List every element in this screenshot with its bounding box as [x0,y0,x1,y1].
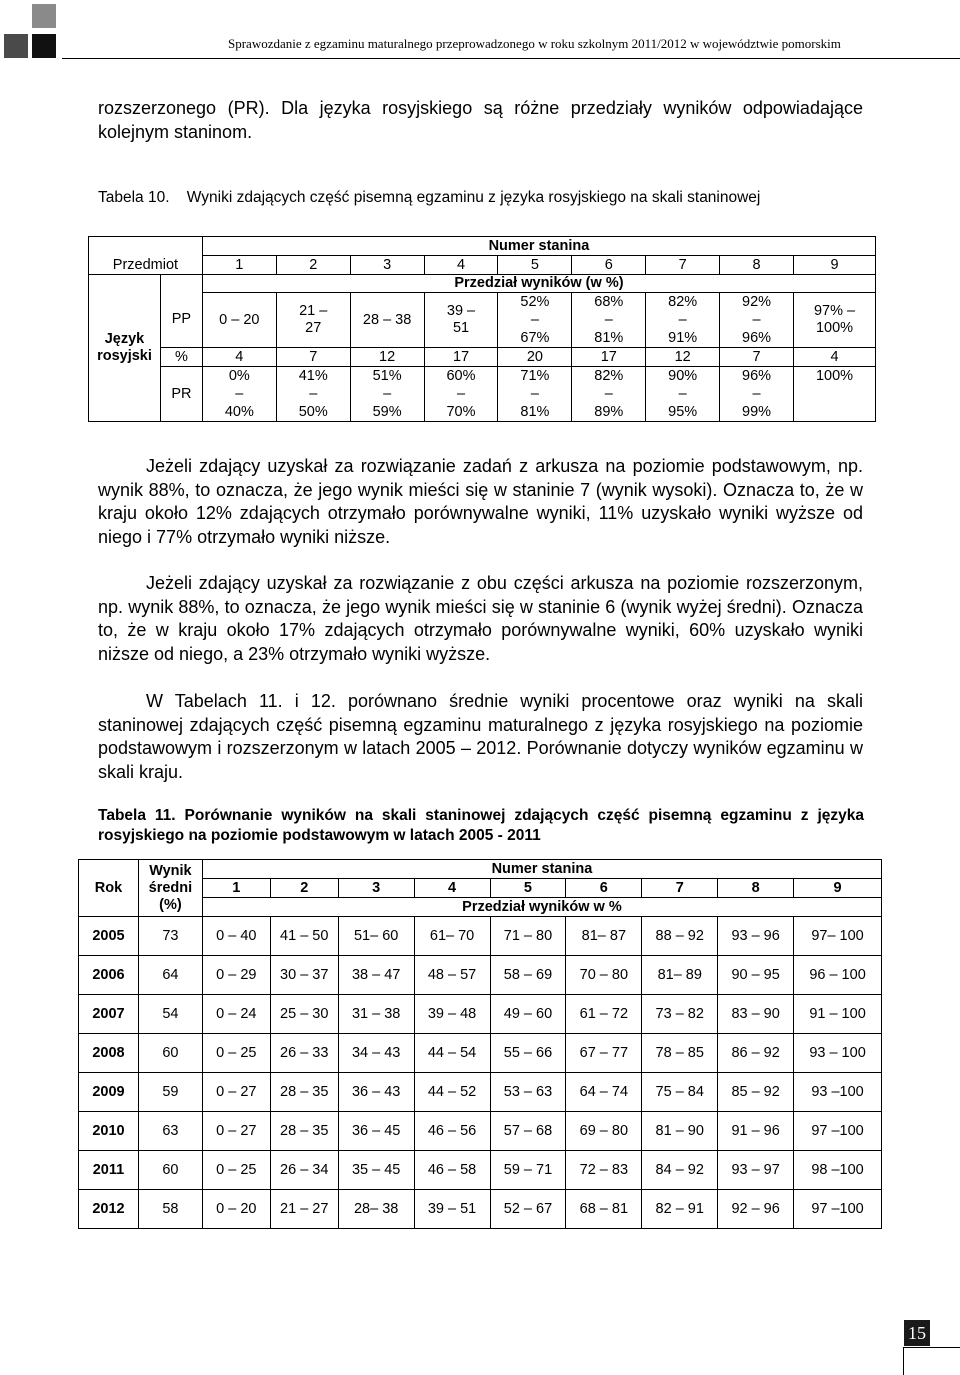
range-cell: 91 – 96 [718,1112,794,1151]
table-row [79,917,882,956]
paragraph-1: Jeżeli zdający uzyskał za rozwiązanie zadań z arkusza na poziomie podstawowym, np. wynik 88%, to oznacza, że jego wynik mieści się w staninie 7 (wynik wysoki). Oznacza to, że w kraju około 12% zdających otrzymało porównywalne wyniki, 11% uzyskało wyniki wyższe od niego i 77% otrzymało wyniki niższe. [98,456,863,547]
year-cell: 2007 [79,995,139,1034]
pp-label: PP [160,293,202,348]
range-cell: 0 – 20 [202,1190,270,1229]
paragraph-2: Jeżeli zdający uzyskał za rozwiązanie z obu części arkusza na poziomie rozszerzonym, np. wynik 88%, to oznacza, że jego wynik mieści się w staninie 6 (wynik wyżej średni). Oznacza to, że w kraju około 17% zdających otrzymało porównywalne wyniki, 60% uzyskało wyniki niższe od niego, a 23% otrzymało wyniki wyższe. [98,573,863,664]
header-divider [62,58,960,59]
range-cell: 0 – 27 [202,1112,270,1151]
range-cell: 34 – 43 [338,1034,414,1073]
range-cell: 81– 87 [566,917,642,956]
rok-header: Rok [79,860,139,917]
range-cell: 64 – 74 [566,1073,642,1112]
range-cell: 82 – 91 [642,1190,718,1229]
range-cell: 81 – 90 [642,1112,718,1151]
table-row [79,1073,882,1112]
numer-stanina-header: Numer stanina [202,237,875,256]
wynik-header: Wynik średni (%) [138,860,202,917]
range-cell: 61– 70 [414,917,490,956]
table-row [79,1151,882,1190]
range-cell: 35 – 45 [338,1151,414,1190]
pct-label: % [160,348,202,367]
table-row [79,1112,882,1151]
paragraph-3: W Tabelach 11. i 12. porównano średnie wyniki procentowe oraz wyniki na skali staninowej zdających część pisemną egzaminu maturalnego z języka rosyjskiego na poziomie podstawowym i rozszerzonym w latach 2005 – 2012. Porównanie dotyczy wyników egzaminu w skali kraju. [98,691,863,782]
avg-cell: 73 [138,917,202,956]
range-cell: 72 – 83 [566,1151,642,1190]
range-cell: 93 – 100 [794,1034,882,1073]
range-cell: 26 – 33 [270,1034,338,1073]
range-cell: 30 – 37 [270,956,338,995]
avg-cell: 64 [138,956,202,995]
range-cell: 84 – 92 [642,1151,718,1190]
range-cell: 0 – 25 [202,1151,270,1190]
range-cell: 28 – 35 [270,1112,338,1151]
range-cell: 38 – 47 [338,956,414,995]
range-cell: 28– 38 [338,1190,414,1229]
range-cell: 39 – 51 [414,1190,490,1229]
year-cell: 2011 [79,1151,139,1190]
range-cell: 0 – 40 [202,917,270,956]
range-cell: 90 – 95 [718,956,794,995]
range-cell: 51– 60 [338,917,414,956]
range-cell: 0 – 29 [202,956,270,995]
range-cell: 0 – 27 [202,1073,270,1112]
table-row [79,1034,882,1073]
table10: Przedmiot Numer stanina 1 2 3 4 5 6 7 8 9 Język rosyjski Przedział wyników (w %) PP 0 – 20 21 – 27 28 – 38 39 – 51 52% 68% 82% 92% 97% – 100% – – – – 67% 81% 91% 96% % 4 7 12 17 20 17 12 7 4 PR 0% 41% 51% 60% 71% 82% 90% 96% 100% – – – – – – – – 40% 50% 59% 70% 81% 89% 95% 99% [88,236,876,422]
range-cell: 53 – 63 [490,1073,566,1112]
range-cell: 41 – 50 [270,917,338,956]
table-row [79,995,882,1034]
year-cell: 2012 [79,1190,139,1229]
avg-cell: 60 [138,1151,202,1190]
page-number: 15 [904,1320,930,1346]
pr-label: PR [160,367,202,422]
range-cell: 36 – 43 [338,1073,414,1112]
range-cell: 39 – 48 [414,995,490,1034]
range-cell: 88 – 92 [642,917,718,956]
table-row [79,956,882,995]
range-cell: 21 – 27 [270,1190,338,1229]
avg-cell: 60 [138,1034,202,1073]
range-cell: 49 – 60 [490,995,566,1034]
range-cell: 97 –100 [794,1190,882,1229]
range-cell: 36 – 45 [338,1112,414,1151]
range-cell: 46 – 56 [414,1112,490,1151]
table11: Rok Wynik średni (%) Numer stanina 1 2 3 4 5 6 7 8 9 Przedział wyników w % 2005 73 0 – 40 41 – 50 51– 60 61– 70 71 – 80 81– 87 88 – 92 93 – 96 97– 100 2006 64 0 – 29 30 – 37 38 – 47 48 – 57 58 – 69 70 – 80 81– 89 90 – 95 96 – 100 2007 54 0 – 24 25 – 30 31 – 38 39 – 48 49 – 60 61 – 72 73 – 82 83 – 90 91 – 100 2008 60 0 – 25 26 – 33 34 – 43 44 – 54 55 – 66 67 – 77 78 – 85 86 – 92 93 – 100 2009 59 0 – 27 28 – 35 36 – 43 44 – 52 53 – 63 64 – 74 75 – 84 85 – 92 93 –100 2010 63 0 – 27 28 – 35 36 – 45 46 – 56 57 – 68 69 – 80 81 – 90 91 – 96 97 –100 2011 60 0 – 25 26 – 34 35 – 45 46 – 58 59 – 71 72 – 83 84 – 92 93 – 97 98 –100 2012 58 0 – 20 21 – 27 28– 38 39 – 51 52 – 67 68 – 81 82 – 91 92 – 96 97 –100 [78,859,882,1229]
year-cell: 2005 [79,917,139,956]
subject-cell: Język rosyjski [89,275,161,422]
range-cell: 83 – 90 [718,995,794,1034]
range-cell: 28 – 35 [270,1073,338,1112]
table-row [79,1190,882,1229]
range-cell: 68 – 81 [566,1190,642,1229]
range-cell: 98 –100 [794,1151,882,1190]
range-cell: 44 – 54 [414,1034,490,1073]
range-cell: 81– 89 [642,956,718,995]
range-cell: 26 – 34 [270,1151,338,1190]
page-header: Sprawozdanie z egzaminu maturalnego przeprowadzonego w roku szkolnym 2011/2012 w województwie pomorskim [228,36,841,51]
przedzial-header-2: Przedział wyników w % [202,898,881,917]
range-cell: 57 – 68 [490,1112,566,1151]
intro-text: rozszerzonego (PR). Dla języka rosyjskiego są różne przedziały wyników odpowiadające kolejnym staninom. [98,98,863,142]
przedzial-header: Przedział wyników (w %) [202,275,875,293]
table10-caption: Tabela 10. Wyniki zdających część pisemną egzaminu z języka rosyjskiego na skali staninowej [98,189,761,206]
avg-cell: 54 [138,995,202,1034]
range-cell: 75 – 84 [642,1073,718,1112]
range-cell: 93 –100 [794,1073,882,1112]
avg-cell: 63 [138,1112,202,1151]
table11-caption: Tabela 11. Porównanie wyników na skali staninowej zdających część pisemną egzaminu z języka rosyjskiego na poziomie podstawowym w latach 2005 - 2011 [98,807,865,844]
range-cell: 52 – 67 [490,1190,566,1229]
range-cell: 78 – 85 [642,1034,718,1073]
range-cell: 0 – 24 [202,995,270,1034]
range-cell: 71 – 80 [490,917,566,956]
range-cell: 44 – 52 [414,1073,490,1112]
range-cell: 92 – 96 [718,1190,794,1229]
year-cell: 2009 [79,1073,139,1112]
year-cell: 2008 [79,1034,139,1073]
range-cell: 97 –100 [794,1112,882,1151]
avg-cell: 58 [138,1190,202,1229]
range-cell: 86 – 92 [718,1034,794,1073]
range-cell: 61 – 72 [566,995,642,1034]
przedmiot-header: Przedmiot [89,237,203,275]
range-cell: 31 – 38 [338,995,414,1034]
logo [4,4,58,58]
range-cell: 58 – 69 [490,956,566,995]
page-number-rule-vertical [903,1348,904,1375]
range-cell: 48 – 57 [414,956,490,995]
range-cell: 91 – 100 [794,995,882,1034]
range-cell: 97– 100 [794,917,882,956]
range-cell: 46 – 58 [414,1151,490,1190]
range-cell: 96 – 100 [794,956,882,995]
range-cell: 59 – 71 [490,1151,566,1190]
year-cell: 2010 [79,1112,139,1151]
avg-cell: 59 [138,1073,202,1112]
range-cell: 70 – 80 [566,956,642,995]
range-cell: 69 – 80 [566,1112,642,1151]
range-cell: 0 – 25 [202,1034,270,1073]
range-cell: 93 – 97 [718,1151,794,1190]
range-cell: 25 – 30 [270,995,338,1034]
page-number-rule [903,1347,960,1348]
range-cell: 73 – 82 [642,995,718,1034]
range-cell: 93 – 96 [718,917,794,956]
range-cell: 85 – 92 [718,1073,794,1112]
year-cell: 2006 [79,956,139,995]
numer-stanina-header-2: Numer stanina [202,860,881,879]
range-cell: 67 – 77 [566,1034,642,1073]
range-cell: 55 – 66 [490,1034,566,1073]
